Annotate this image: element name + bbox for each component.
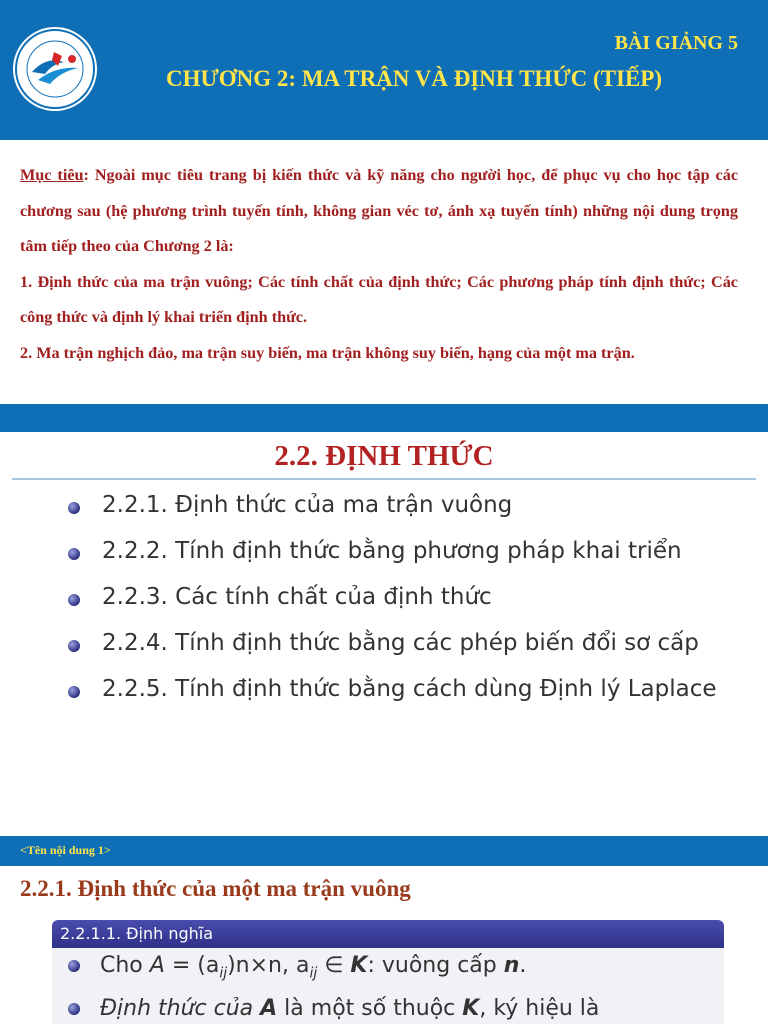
- section-title: 2.2. ĐỊNH THỨC: [274, 440, 494, 472]
- toc-item: [68, 626, 748, 660]
- toc-item: [68, 580, 748, 614]
- section-toc: [68, 488, 748, 706]
- toc-item: [68, 672, 748, 706]
- subsection-title: 2.2.1. Định thức của một ma trận vuông: [20, 876, 411, 901]
- objective-intro: [20, 158, 738, 265]
- toc-item-text: 2.2.3. Các tính chất của định thức: [102, 584, 492, 610]
- definition-line-2: Định thức của A là một số thuộc K, ký hiệu là: [68, 991, 724, 1024]
- numbered-bullet-icon: [68, 502, 80, 514]
- numbered-bullet-icon: [68, 548, 80, 560]
- toc-item-text: 2.2.4. Tính định thức bằng các phép biến đổi sơ cấp: [102, 630, 699, 656]
- definition-box-title: 2.2.1.1. Định nghĩa: [52, 920, 724, 948]
- lecture-number: BÀI GIẢNG 5: [614, 32, 738, 54]
- definition-box-body: [52, 948, 724, 1024]
- section-rule: [12, 478, 756, 480]
- numbered-bullet-icon: [68, 594, 80, 606]
- bullet-icon: [68, 960, 80, 972]
- numbered-bullet-icon: [68, 640, 80, 652]
- definition-line-1: Cho $A = (a_{ij})n\times n$, $a_{ij}$ ∈ K: vuông cấp n.: [68, 948, 724, 991]
- objective-block: [20, 158, 738, 371]
- divider-band: [0, 404, 768, 432]
- objective-item-1: 1. Định thức của ma trận vuông; Các tính chất của định thức; Các phương pháp tính định thức; Các công thức và định lý khai triển định thức.: [20, 272, 738, 326]
- definition-box: [52, 920, 724, 1024]
- bullet-icon: [68, 1003, 80, 1015]
- content-strip-label: <Tên nội dung 1>: [20, 843, 111, 857]
- toc-item-text: 2.2.5. Tính định thức bằng cách dùng Định lý Laplace: [102, 676, 717, 702]
- header-banner: [0, 0, 768, 140]
- objective-intro-text: : Ngoài mục tiêu trang bị kiến thức và kỹ năng cho người học, để phục vụ cho học tập các chương sau (hệ phương trình tuyến tính, không gian véc tơ, ánh xạ tuyến tính) những nội dung trọng tâm tiếp theo của Chương 2 là:: [20, 166, 739, 255]
- objective-label: Mục tiêu: [20, 166, 84, 184]
- toc-item: [68, 488, 748, 522]
- toc-item: [68, 534, 748, 568]
- objective-item-2: 2. Ma trận nghịch đảo, ma trận suy biến, ma trận không suy biến, hạng của một ma trận.: [20, 343, 635, 362]
- toc-item-text: 2.2.2. Tính định thức bằng phương pháp khai triển: [102, 538, 682, 564]
- numbered-bullet-icon: [68, 686, 80, 698]
- toc-item-text: 2.2.1. Định thức của ma trận vuông: [102, 492, 513, 518]
- chapter-title: CHƯƠNG 2: MA TRẬN VÀ ĐỊNH THỨC (TIẾP): [165, 66, 662, 91]
- content-strip: [0, 836, 768, 866]
